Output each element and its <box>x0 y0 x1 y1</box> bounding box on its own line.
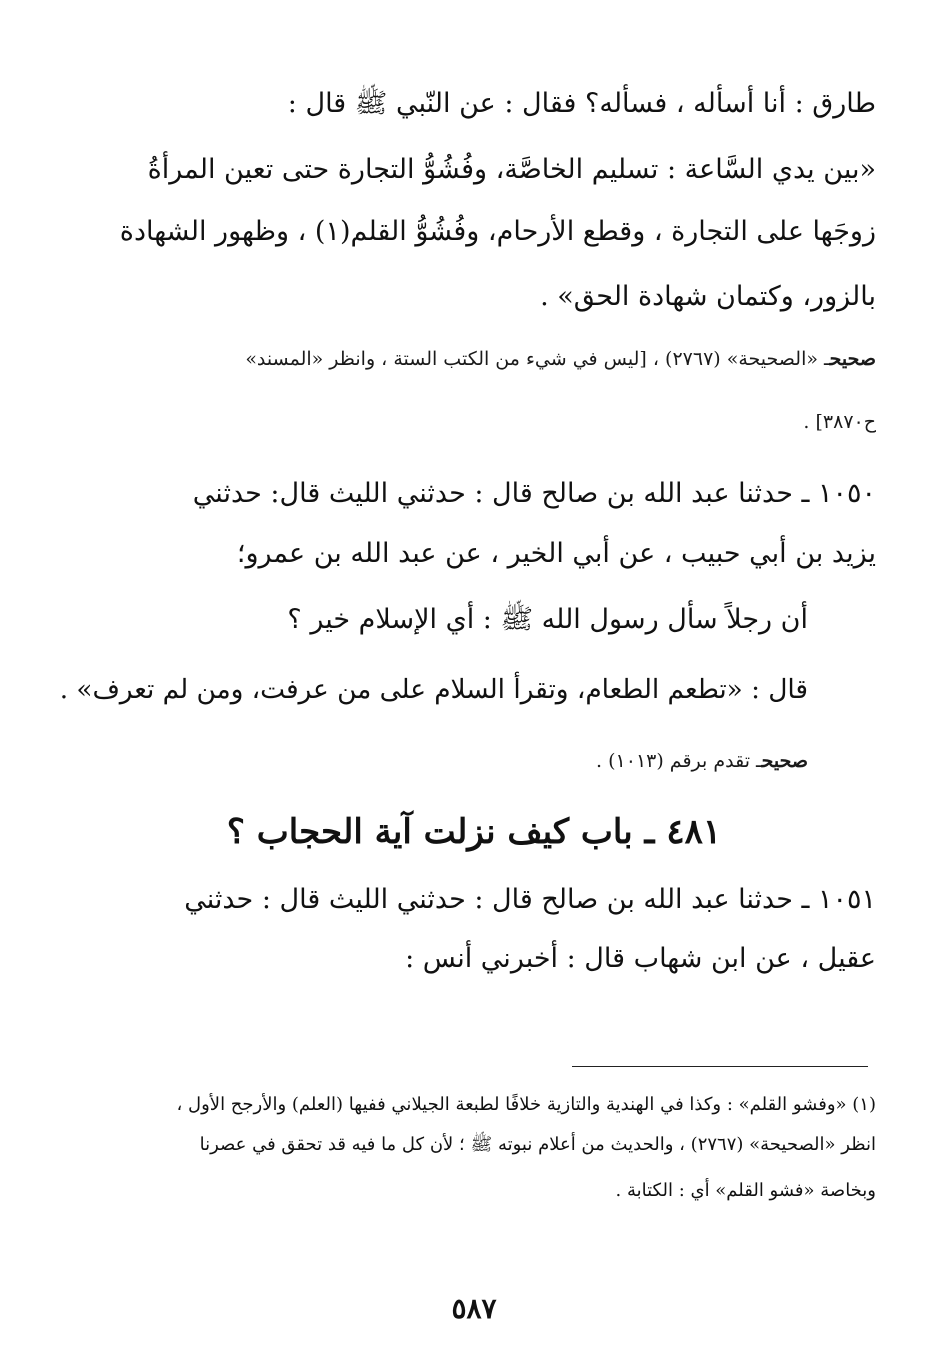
hadith-1051-line-1: ١٠٥١ ـ حدثنا عبد الله بن صالح قال : حدثني الليث قال : حدثني <box>184 884 876 915</box>
grading-note-2 <box>596 752 808 771</box>
grade-label: صحيح <box>829 348 876 370</box>
text-line-4: بالزور، وكتمان شهادة الحق» . <box>540 281 876 312</box>
footnote-line-2: انظر «الصحيحة» (٢٧٦٧) ، والحديث من أعلام نبوته ﷺ ؛ لأن كل ما فيه قد تحقق في عصرنا <box>199 1134 876 1155</box>
hadith-1050-line-4: قال : «تطعم الطعام، وتقرأ السلام على من عرفت، ومن لم تعرف» . <box>59 675 808 705</box>
hadith-1051-line-2: عقيل ، عن ابن شهاب قال : أخبرني أنس : <box>405 943 876 974</box>
grade-label-2: صحيح <box>761 750 808 772</box>
hadith-1050-line-2: يزيد بن أبي حبيب ، عن أبي الخير ، عن عبد الله بن عمرو؛ <box>236 538 876 569</box>
footnote-line-1: (١) «وفشو القلم» : وكذا في الهندية والتازية خلافًا لطبعة الجيلاني ففيها (العلم) والأرجح الأول ، <box>176 1094 876 1115</box>
text-line-1: طارق : أنا أسأله ، فسأله؟ فقال : عن النّبي ﷺ قال : <box>287 88 876 119</box>
hadith-1050-line-3: أن رجلاً سأل رسول الله ﷺ : أي الإسلام خير ؟ <box>287 604 808 635</box>
footnote-separator <box>572 1066 868 1067</box>
grade-text-2: ـ تقدم برقم (١٠١٣) . <box>596 750 762 772</box>
text-line-2: «بين يدي السَّاعة : تسليم الخاصَّة، وفُشُوُّ التجارة حتى تعين المرأةُ <box>147 154 876 185</box>
hadith-1050-line-1: ١٠٥٠ ـ حدثنا عبد الله بن صالح قال : حدثني الليث قال: حدثني <box>192 478 876 509</box>
footnote-line-3: وبخاصة «فشو القلم» أي : الكتابة . <box>615 1180 876 1201</box>
page-number: ٥٨٧ <box>451 1292 497 1325</box>
grading-note-1-cont: ح٣٨٧٠] . <box>803 411 876 433</box>
text-line-3: زوجَها على التجارة ، وقطع الأرحام، وفُشُوُّ القلم(١) ، وظهور الشهادة <box>119 216 876 247</box>
grading-note-1 <box>245 350 876 369</box>
grade-text: ـ «الصحيحة» (٢٧٦٧) ، [ليس في شيء من الكتب الستة ، وانظر «المسند» <box>245 348 830 370</box>
chapter-heading: ٤٨١ ـ باب كيف نزلت آية الحجاب ؟ <box>226 812 722 852</box>
